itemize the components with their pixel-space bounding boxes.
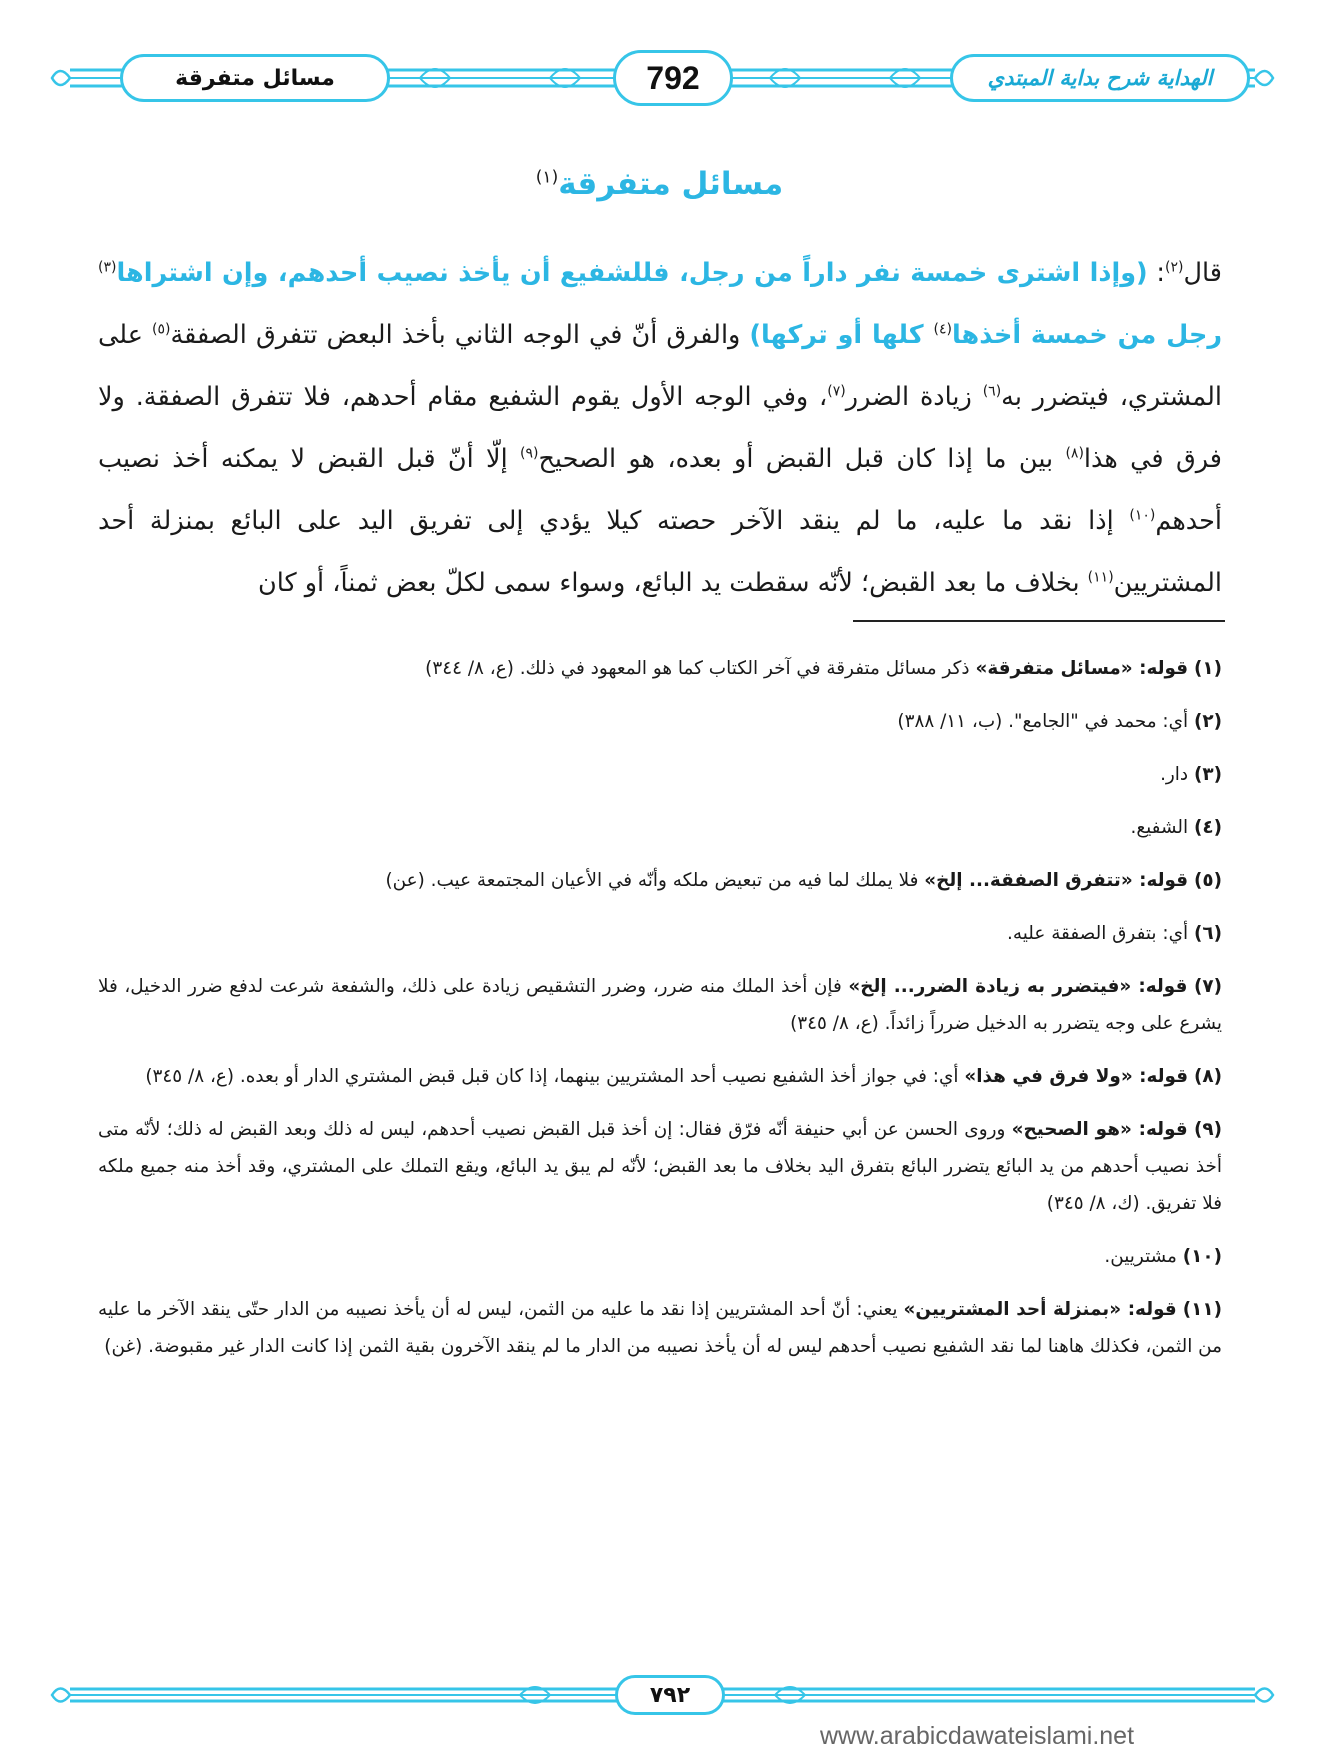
page-header [50,48,1275,108]
footnote-label: قوله: «هو الصحيح» [1011,1119,1188,1140]
chapter-title-text: مسائل متفرقة [558,166,784,202]
footnote-text: فلا يملك لما فيه من تبعيض ملكه وأنّه في الأعيان المجتمعة عيب. (عن) [385,870,925,891]
footnote [98,703,1222,740]
footnote-text: مشتريين. [1104,1246,1183,1267]
footnote-label: قوله: «ولا فرق في هذا» [964,1066,1189,1087]
footnote-number: (١) [1193,658,1222,679]
main-text-segment: ، وفي الوجه الأول يقوم الشفيع مقام أحدهم، فلا تتفرق الصفقة. ولا فرق في هذا [98,382,1222,474]
footnote-text: فإن أخذ الملك منه ضرر، وضرر التشقيص زيادة على ذلك، والشفعة شرعت لدفع ضرر الدخيل، فلا يشرع على وجه يتضرر به الدخيل ضرراً زائداً. (ع، ٨/ ٣٤٥) [98,976,1222,1034]
footnote [98,1291,1222,1365]
footnote-number: (٥) [1193,870,1222,891]
footnote-text: أي: في جواز أخذ الشفيع نصيب أحد المشتريين بينهما، إذا كان قبل قبض المشتري الدار أو بعده. (ع، ٨/ ٣٤٥) [145,1066,965,1087]
header-page-number: 792 [613,50,733,106]
footnote-text: دار. [1160,764,1194,785]
footnote-text: الشفيع. [1130,817,1194,838]
footnote-ref: (٢) [1165,259,1184,276]
footnote [98,915,1222,952]
footnote-label: قوله: «فيتضرر به زيادة الضرر... إلخ» [848,976,1188,997]
chapter-title [0,166,1319,202]
watermark-url: www.arabicdawateislami.net [820,1722,1135,1750]
footnote [98,809,1222,846]
footnote-divider [853,620,1225,622]
header-book-title: الهداية شرح بداية المبتدي [950,54,1250,102]
footnote-number: (٩) [1193,1119,1222,1140]
footnote [98,756,1222,793]
footnote-text: ذكر مسائل متفرقة في آخر الكتاب كما هو المعهود في ذلك. (ع، ٨/ ٣٤٤) [425,658,976,679]
main-text-segment: إذا نقد ما عليه، ما لم ينقد الآخر حصته كيلا يؤدي إلى تفريق اليد على البائع بمنزلة أحد المشتريين [98,506,1222,598]
main-text-segment: والفرق أنّ في الوجه الثاني بأخذ البعض تتفرق الصفقة [170,320,750,350]
footnote-ref: (٤) [933,321,952,338]
main-text-segment: قال [1183,258,1222,288]
footnote-ref: (٥) [151,321,171,338]
footnote-number: (٧) [1193,976,1222,997]
matn-text: كلها أو تركها) [749,320,934,350]
footer-page-number: ٧٩٢ [615,1675,725,1715]
footnote-label: قوله: «مسائل متفرقة» [975,658,1189,679]
footnote-ref: (٣) [98,259,117,276]
matn-text: رجل من خمسة أخذها [951,320,1222,350]
footnote-number: (١١) [1182,1299,1222,1320]
main-text-segment: على المشتري، فيتضرر به [98,320,1222,412]
footnote [98,968,1222,1042]
footnote-number: (٢) [1193,711,1222,732]
footnote-number: (٨) [1193,1066,1222,1087]
page-footer [50,1672,1275,1718]
footnote-text: يعني: أنّ أحد المشتريين إذا نقد ما عليه من الثمن، ليس له أن يأخذ نصيبه من الدار حتّى ينقد الآخر ما عليه من الثمن، فكذلك هاهنا لما نقد الشفيع نصيب أحدهم ليس له أن يأخذ نصيبه من الدار ما لم ينقد الآخرون بقية الثمن إذا كانت الدار غير مقبوضة. (غن) [98,1299,1222,1357]
header-section-title: مسائل متفرقة [120,54,390,102]
footnote-ref: (١٠) [1129,507,1156,524]
main-text-segment: بين ما إذا كان قبل القبض أو بعده، هو الصحيح [538,444,1066,474]
footnote-number: (٤) [1193,817,1222,838]
footnote-ref: (٧) [827,383,846,400]
footnote-ref: (٦) [982,383,1002,400]
footnote [98,1111,1222,1222]
footnote [98,1238,1222,1275]
main-text-segment: : [1147,258,1166,288]
footnote-text: أي: محمد في "الجامع". (ب، ١١/ ٣٨٨) [897,711,1194,732]
main-text-segment: زيادة الضرر [845,382,983,412]
footnote-number: (٣) [1193,764,1222,785]
matn-text: (وإذا اشترى خمسة نفر داراً من رجل، فللشفيع أن يأخذ نصيب أحدهم، وإن اشتراها [116,258,1148,288]
footnote-ref: (٨) [1065,445,1084,462]
footnote [98,650,1222,687]
footnote-ref: (١) [535,167,559,188]
footnote-ref: (١١) [1087,569,1114,586]
footnote-number: (٦) [1193,923,1222,944]
footnote-text: وروى الحسن عن أبي حنيفة أنّه فرّق فقال: إن أخذ قبل القبض نصيب أحدهم، ليس له ذلك وبعد القبض له ذلك؛ لأنّه متى أخذ نصيب أحدهم من يد البائع يتضرر البائع بتفرق اليد بخلاف ما بعد القبض؛ لأنّه لم يبق يد البائع، ويقع التملك على المشتري، وقد أخذ منه جميع ملكه فلا تفريق. (ك، ٨/ ٣٤٥) [98,1119,1222,1214]
footnote-ref: (٩) [520,445,539,462]
footnote-number: (١٠) [1182,1246,1222,1267]
footnote-label: قوله: «بمنزلة أحد المشتريين» [903,1299,1177,1320]
footnotes [98,650,1222,1381]
main-text-segment: بخلاف ما بعد القبض؛ لأنّه سقطت يد البائع، وسواء سمى لكلّ بعض ثمناً، أو كان [257,568,1088,598]
footnote [98,1058,1222,1095]
footnote-text: أي: بتفرق الصفقة عليه. [1007,923,1194,944]
footnote [98,862,1222,899]
footnote-label: قوله: «تتفرق الصفقة... إلخ» [924,870,1189,891]
main-text-segment: إلّا أنّ قبل القبض لا يمكنه أخذ نصيب أحدهم [98,444,1222,536]
main-text [98,242,1222,614]
